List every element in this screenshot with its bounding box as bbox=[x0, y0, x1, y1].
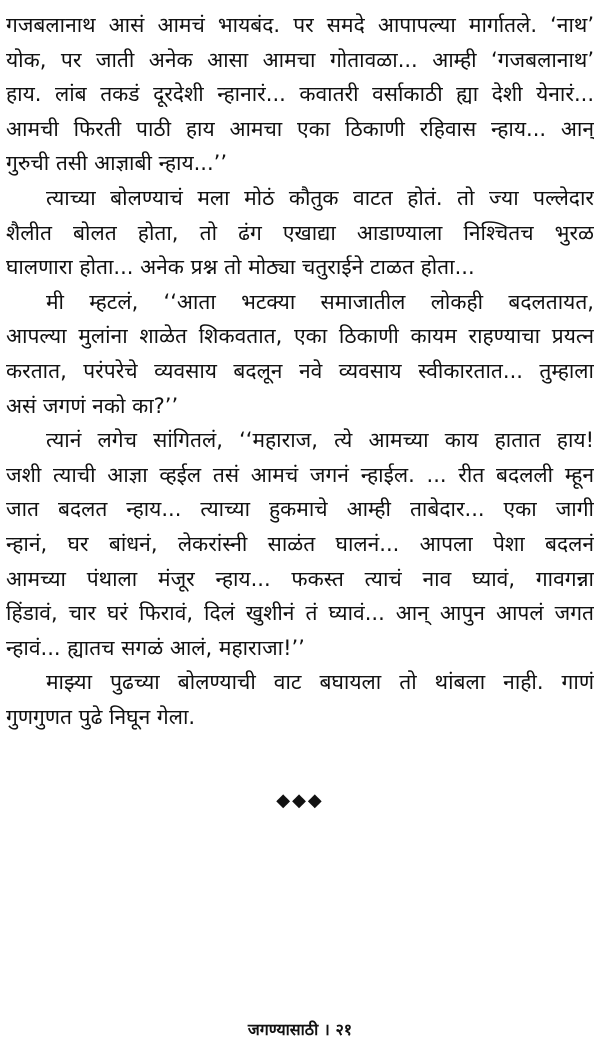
text-line: करतात, परंपरेचे व्यवसाय बदलून नवे व्यवसाय स्वीकारतात... तुम्हाला bbox=[6, 358, 594, 383]
text-line: योक, पर जाती अनेक आसा आमचा गोतावळा... आम्ही ‘गजबलानाथ’ bbox=[6, 47, 594, 72]
text-line: शैलीत बोलत होता, तो ढंग एखाद्या आडाण्याला निश्चितच भुरळ bbox=[6, 220, 594, 245]
running-title: जगण्यासाठी bbox=[247, 1020, 319, 1039]
text-line: आमची फिरती पाठी हाय आमचा एका ठिकाणी रहिवास न्हाय... आन् bbox=[6, 116, 594, 141]
text-line: जशी त्याची आज्ञा व्हईल तसं आमचं जगनं न्हाईल. ... रीत बदलली म्हून bbox=[6, 462, 594, 487]
text-line: आमच्या पंथाला मंजूर न्हाय... फकस्त त्याचं नाव घ्यावं, गावगन्ना bbox=[6, 566, 594, 591]
text-line: जात बदलत न्हाय... त्याच्या हुकमाचे आम्ही ताबेदार... एका जागी bbox=[6, 497, 594, 522]
text-line: गुणगुणत पुढे निघून गेला. bbox=[6, 704, 196, 729]
text-line: त्यानं लगेच सांगितलं, ‘‘महाराज, त्ये आमच्या काय हातात हाय! bbox=[46, 428, 594, 453]
text-line: घालणारा होता... अनेक प्रश्न तो मोठ्या चतुराईने टाळत होता... bbox=[6, 255, 475, 280]
text-line: न्हानं, घर बांधनं, लेकरांस्नी साळंत घालनं... आपला पेशा बदलनं bbox=[6, 531, 594, 556]
page-number: २१ bbox=[335, 1020, 353, 1039]
text-line: त्याच्या बोलण्याचं मला मोठं कौतुक वाटत होतं. तो ज्या पल्लेदार bbox=[46, 185, 594, 210]
text-line: गुरुची तसी आज्ञाबी न्हाय...’’ bbox=[6, 151, 228, 176]
text-line: माझ्या पुढच्या बोलण्याची वाट बघायला तो थांबला नाही. गाणं bbox=[46, 670, 594, 695]
text-line: गजबलानाथ आसं आमचं भायबंद. पर समदे आपापल्या मार्गातले. ‘नाथ’ bbox=[6, 13, 594, 37]
text-line: न्हावं... ह्यातच सगळं आलं, महाराजा!’’ bbox=[6, 635, 305, 660]
section-break-ornament: ◆◆◆ bbox=[276, 790, 324, 811]
text-line: मी म्हटलं, ‘‘आता भटक्या समाजातील लोकही बदलतायत, bbox=[46, 289, 594, 314]
text-block bbox=[6, 8, 594, 734]
text-line: हाय. लांब तकडं दूरदेशी न्हानारं... कवातरी वर्साकाठी ह्या देशी येनारं... bbox=[6, 82, 594, 107]
page-footer bbox=[0, 1018, 600, 1040]
text-line: हिंडावं, चार घरं फिरावं, दिलं खुशीनं तं घ्यावं... आन् आपुन आपलं जगत bbox=[6, 601, 594, 626]
text-line: आपल्या मुलांना शाळेत शिकवतात, एका ठिकाणी कायम राहण्याचा प्रयत्न bbox=[6, 324, 594, 349]
footer-separator: । bbox=[323, 1020, 330, 1039]
text-line: असं जगणं नको का?’’ bbox=[6, 393, 179, 418]
